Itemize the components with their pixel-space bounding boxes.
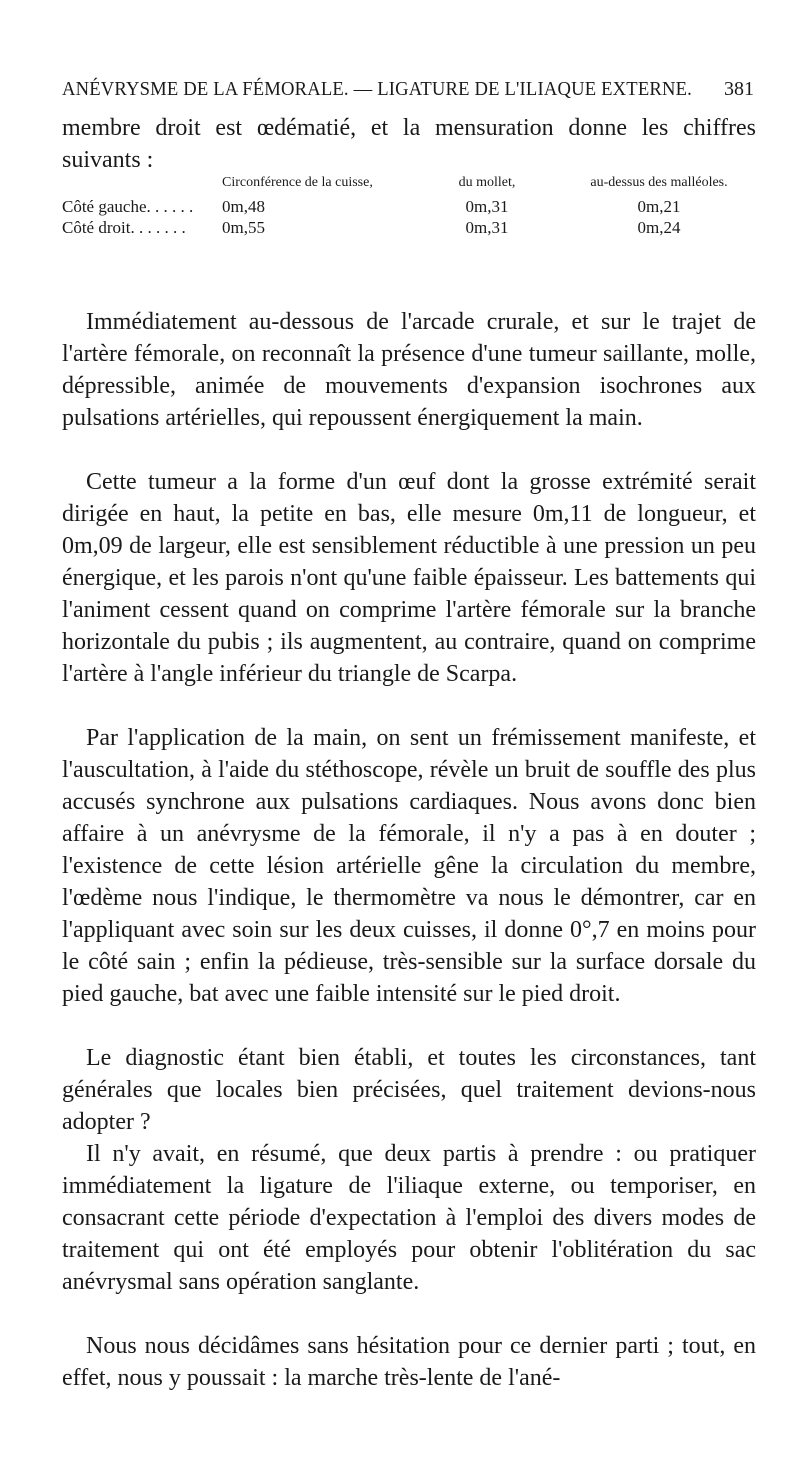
header-malleoles: au-dessus des malléoles. xyxy=(590,175,728,190)
cell-mollet: 0m,31 xyxy=(465,218,509,237)
header-blank xyxy=(62,172,222,196)
paragraph-tumor-shape: Cette tumeur a la forme d'un œuf dont la grosse extrémité serait dirigée en haut, la petite en bas, elle mesure 0m,11 de longueur, et 0m,09 de largeur, elle est sensiblement réductible à une pression un peu énergique, et les parois n'ont qu'une faible épaisseur. Les battements qui l'animent cessent quand on comprime l'artère fémorale sur la branche horizontale du pubis ; ils augmentent, au contraire, quand on comprime l'artère à l'angle inférieur du triangle de Scarpa. xyxy=(62,469,756,687)
paragraph-treatment-options: Il n'y avait, en résumé, que deux partis à prendre : ou pratiquer immédiatement la ligature de l'iliaque externe, ou temporiser, en consacrant cette période d'expectation à l'emploi des divers modes de traitement qui ont été employés pour obtenir l'oblitération du sac anévrysmal sans opération sanglante. xyxy=(62,1141,756,1295)
paragraph-auscultation: Par l'application de la main, on sent un frémissement manifeste, et l'auscultation, à l'aide du stéthoscope, révèle un bruit de souffle des plus accusés synchrone aux pulsations cardiaques. Nous avons donc bien affaire à un anévrysme de la fémorale, il n'y a pas à en douter ; l'existence de cette lésion artérielle gêne la circulation du membre, l'œdème nous l'indique, le thermomètre va nous le démontrer, car en l'appliquant avec soin sur les deux cuisses, il donne 0°,7 en moins pour le côté sain ; enfin la pédieuse, très-sensible sur la surface dorsale du pied gauche, bat avec une faible intensité sur le pied droit. xyxy=(62,725,756,1007)
cell-cuisse: 0m,55 xyxy=(222,218,265,237)
row-label: Côté gauche. . . . . . xyxy=(62,197,194,216)
cell-malleoles: 0m,21 xyxy=(637,197,681,216)
measurements-header-row xyxy=(62,172,756,196)
running-title: ANÉVRYSME DE LA FÉMORALE. — LIGATURE DE L'ILIAQUE EXTERNE. xyxy=(62,78,692,100)
header-mollet: du mollet, xyxy=(458,175,516,190)
cell-malleoles: 0m,24 xyxy=(637,218,681,237)
table-row xyxy=(62,196,756,217)
measurements-table xyxy=(62,172,756,238)
table-row xyxy=(62,217,756,238)
running-header xyxy=(62,78,754,108)
intro-paragraph: membre droit est œdématié, et la mensuration donne les chiffres suivants : xyxy=(62,115,756,173)
cell-mollet: 0m,31 xyxy=(465,197,509,216)
row-label: Côté droit. . . . . . . xyxy=(62,218,186,237)
cell-cuisse: 0m,48 xyxy=(222,197,265,216)
paragraph-tumor-location: Immédiatement au-dessous de l'arcade crurale, et sur le trajet de l'artère fémorale, on reconnaît la présence d'une tumeur saillante, molle, dépressible, animée de mouvements d'expansion isochrones aux pulsations artérielles, qui repoussent énergiquement la main. xyxy=(62,309,756,431)
paragraph-decision: Nous nous décidâmes sans hésitation pour ce dernier parti ; tout, en effet, nous y poussait : la marche très-lente de l'ané- xyxy=(62,1333,756,1391)
header-cuisse: Circonférence de la cuisse, xyxy=(222,175,373,190)
paragraph-diagnosis: Le diagnostic étant bien établi, et toutes les circonstances, tant générales que locales bien précisées, quel traitement devions-nous adopter ? xyxy=(62,1045,756,1135)
page-number: 381 xyxy=(724,78,754,100)
